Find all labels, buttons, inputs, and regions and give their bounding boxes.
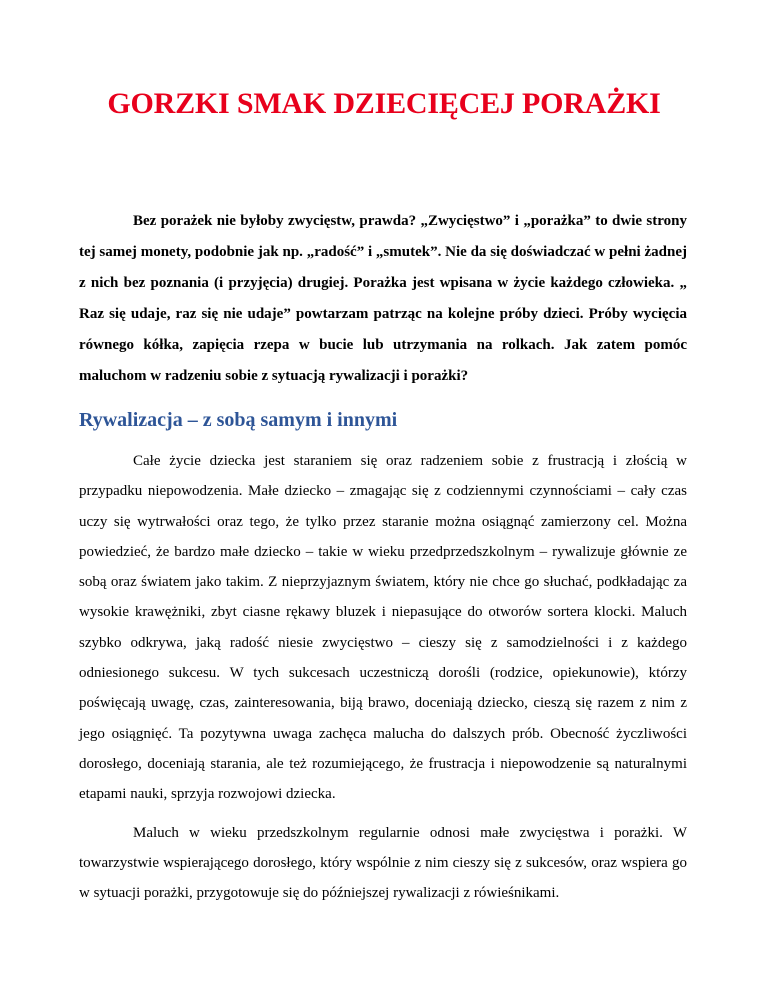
section-body: [79, 446, 687, 908]
section-paragraph-1: Całe życie dziecka jest staraniem się oraz radzeniem sobie z frustracją i złością w przypadku niepowodzenia. Małe dziecko – zmagając się z codziennymi czynnościami – cały czas uczy się wytrwałości oraz tego, że tylko przez staranie można osiągnąć zamierzony cel. Można powiedzieć, że bardzo małe dziecko – takie w wieku przedprzedszkolnym – rywalizuje głównie ze sobą oraz światem jako takim. Z nieprzyjaznym światem, który nie chce go słuchać, podkładając za wysokie krawężniki, zbyt ciasne rękawy bluzek i niepasujące do otworów sortera klocki. Maluch szybko odkrywa, jaką radość niesie zwycięstwo – cieszy się z samodzielności i z każdego odniesionego sukcesu. W tych sukcesach uczestniczą dorośli (rodzice, opiekunowie), którzy poświęcają uwagę, czas, zainteresowania, biją brawo, doceniają dziecko, cieszą się razem z nim z jego osiągnięć. Ta pozytywna uwaga zachęca malucha do dalszych prób. Obecność życzliwości dorosłego, doceniają starania, ale też rozumiejącego, że frustracja i niepowodzenie są naturalnymi etapami nauki, sprzyja rozwojowi dziecka.: [79, 453, 687, 803]
intro-paragraph-block: [79, 206, 687, 392]
section-paragraph-2: Maluch w wieku przedszkolnym regularnie odnosi małe zwycięstwa i porażki. W towarzystwie wspierającego dorosłego, który wspólnie z nim cieszy się z sukcesów, oraz wspiera go w sytuacji porażki, przygotowuje się do późniejszej rywalizacji z rówieśnikami.: [79, 824, 687, 902]
intro-paragraph: Bez porażek nie byłoby zwycięstw, prawda? „Zwycięstwo” i „porażka” to dwie strony tej samej monety, podobnie jak np. „radość” i „smutek”. Nie da się doświadczać w pełni żadnej z nich bez poznania (i przyjęcia) drugiej. Porażka jest wpisana w życie każdego człowieka. „ Raz się udaje, raz się nie udaje” powtarzam patrząc na kolejne próby dzieci. Próby wycięcia równego kółka, zapięcia rzepa w bucie lub utrzymania na rolkach. Jak zatem pomóc maluchom w radzeniu sobie z sytuacją rywalizacji i porażki?: [79, 213, 687, 384]
section-heading: Rywalizacja – z sobą samym i innymi: [79, 409, 398, 431]
document-title: GORZKI SMAK DZIECIĘCEJ PORAŻKI: [107, 87, 661, 120]
